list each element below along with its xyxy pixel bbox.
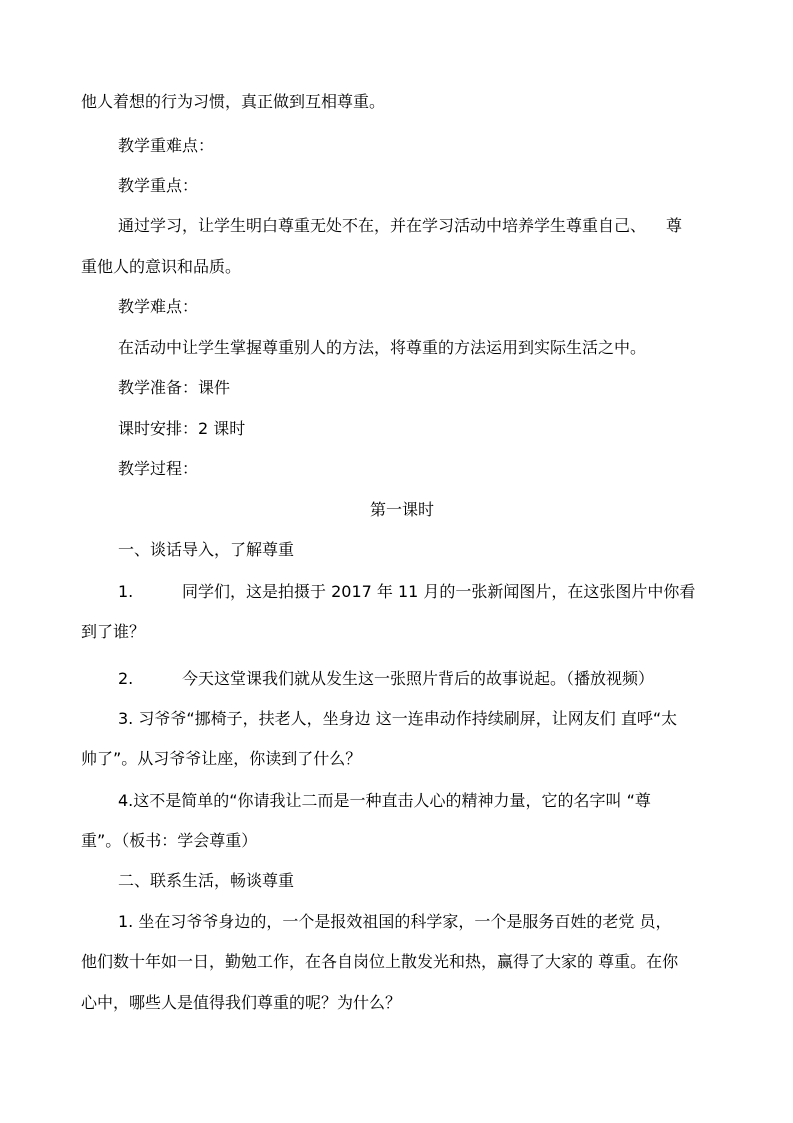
text-line: 重他人的意识和品质。 bbox=[81, 257, 242, 276]
text-line: 他们数十年如一日，勤勉工作，在各自岗位上散发光和热，赢得了大家的 尊重。在你 bbox=[81, 952, 679, 971]
text-segment: 尊 bbox=[666, 216, 683, 235]
item-number: 1. bbox=[118, 582, 134, 601]
text-line: 到了谁？ bbox=[81, 622, 146, 641]
section-title: 第一课时 bbox=[370, 500, 435, 519]
text-line: 在活动中让学生掌握尊重别人的方法，将尊重的方法运用到实际生活之中。 bbox=[118, 338, 647, 357]
list-item: 4.这不是简单的“你请我让二而是一种直击人心的精神力量，它的名字叫 “尊 bbox=[118, 791, 651, 810]
list-item bbox=[118, 669, 654, 689]
text-line: 教学准备：课件 bbox=[118, 378, 231, 397]
item-text: 同学们，这是拍摄于 2017 年 11 月的一张新闻图片，在这张图片中你看 bbox=[182, 582, 696, 601]
list-item: 3. 习爷爷“挪椅子，扶老人，坐身边 这一连串动作持续刷屏，让网友们 直呼“太 bbox=[118, 709, 678, 728]
list-item bbox=[118, 582, 695, 602]
list-item: 1. 坐在习爷爷身边的，一个是报效祖国的科学家，一个是服务百姓的老党 员， bbox=[118, 912, 672, 931]
text-line: 教学过程： bbox=[118, 459, 199, 478]
text-line: 教学重点： bbox=[118, 176, 199, 195]
item-number: 2. bbox=[118, 669, 134, 688]
text-line: 帅了”。从习爷爷让座，你读到了什么？ bbox=[81, 749, 362, 768]
item-text: 今天这堂课我们就从发生这一张照片背后的故事说起。（播放视频） bbox=[182, 669, 655, 688]
text-line: 教学难点： bbox=[118, 297, 199, 316]
text-line: 心中，哪些人是值得我们尊重的呢？为什么？ bbox=[81, 993, 402, 1012]
text-segment: 通过学习，让学生明白尊重无处不在，并在学习活动中培养学生尊重自己、 bbox=[118, 216, 647, 235]
text-line: 课时安排：2 课时 bbox=[118, 419, 246, 438]
text-line: 教学重难点： bbox=[118, 136, 215, 155]
section-heading: 二、联系生活，畅谈尊重 bbox=[118, 871, 295, 890]
text-line: 重”。（板书：学会尊重） bbox=[81, 831, 258, 850]
section-heading: 一、谈话导入，了解尊重 bbox=[118, 540, 295, 559]
text-line: 他人着想的行为习惯，真正做到互相尊重。 bbox=[81, 92, 386, 111]
text-line bbox=[118, 216, 682, 236]
